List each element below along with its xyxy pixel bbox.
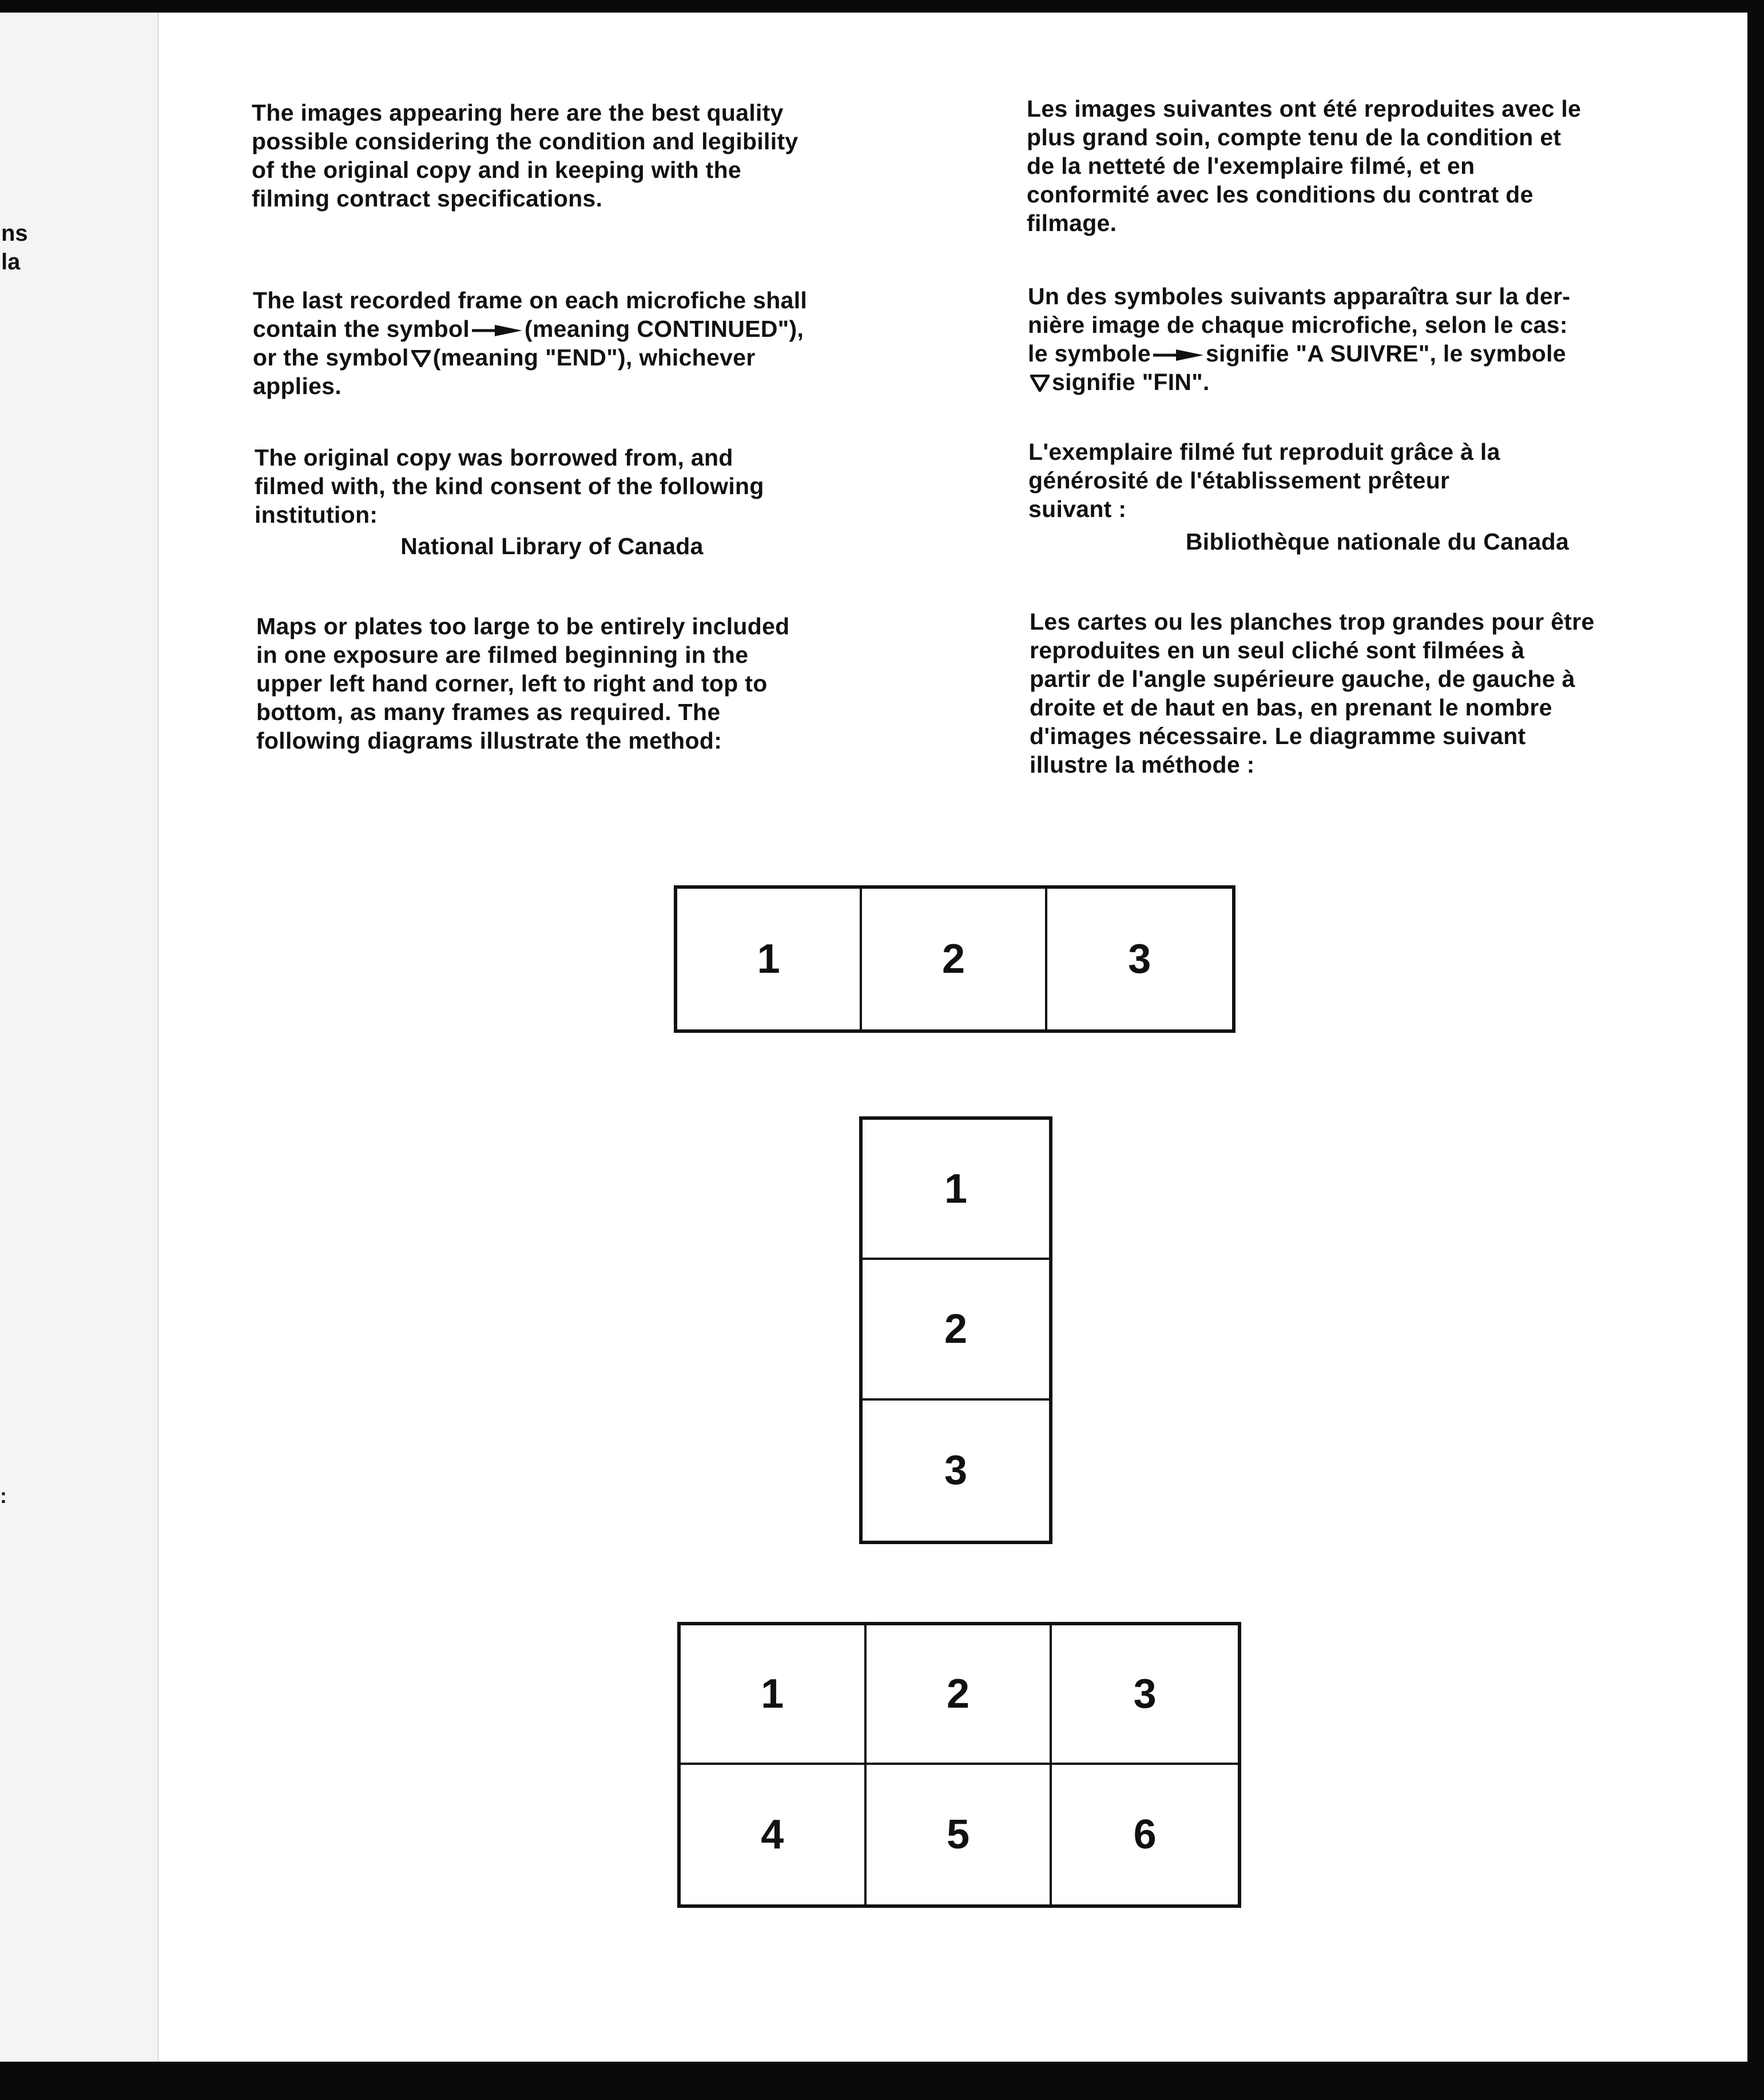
vertical-frames-diagram [859, 1116, 1052, 1544]
french-borrow-paragraph: L'exemplaire filmé fut reproduit grâce à la générosité de l'établissement prêteur suivant : [1028, 439, 1500, 522]
right-scan-border [1747, 0, 1764, 2100]
frame-cell: 4 [681, 1765, 867, 1904]
english-quality-paragraph: The images appearing here are the best quality possible considering the condition and legibility of the original copy and in keeping with the filming contract specifications. [252, 100, 798, 212]
english-frame-text: The last recorded frame on each microfiche shall contain the symbol [253, 287, 808, 342]
french-quality-paragraph: Les images suivantes ont été reproduites avec le plus grand soin, compte tenu de la condition et de la netteté de l'exemplaire filmé, et en conformité avec les conditions du contrat de filmage. [1027, 96, 1582, 236]
english-frame-paragraph [253, 286, 871, 400]
horizontal-frames-diagram [674, 885, 1235, 1033]
english-institution-name: National Library of Canada [400, 533, 704, 559]
frame-cell: 3 [944, 1447, 968, 1494]
french-frame-text: Un des symboles suivants apparaîtra sur la der- nière image de chaque microfiche, selon le cas: le symbole [1028, 283, 1571, 367]
frame-cell: 3 [1052, 1625, 1238, 1765]
bottom-scan-border [0, 2062, 1764, 2100]
french-frame-paragraph [1028, 282, 1668, 396]
frame-cell: 2 [867, 1625, 1052, 1765]
frame-cell: 5 [867, 1765, 1052, 1904]
english-maps-paragraph: Maps or plates too large to be entirely included in one exposure are filmed beginning in the upper left hand corner, left to right and top to bottom, as many frames as required. The following diagrams illustrate the method: [256, 613, 790, 754]
english-frame-text: (meaning CONTINUED"), or the symbol [253, 316, 804, 371]
end-triangle-icon [1030, 375, 1050, 392]
english-borrow-paragraph: The original copy was borrowed from, and filmed with, the kind consent of the following institution: [255, 444, 764, 528]
continued-arrow-icon [1153, 349, 1203, 361]
continued-arrow-icon [472, 324, 522, 337]
top-scan-border [0, 0, 1764, 13]
frame-cell: 2 [863, 1260, 1049, 1400]
frame-cell: 6 [1133, 1812, 1157, 1858]
margin-fragment: la [1, 249, 21, 275]
frame-cell: 3 [1128, 936, 1151, 982]
margin-fragment: : [0, 1484, 7, 1508]
page-edge [157, 13, 159, 2062]
french-institution-name: Bibliothèque nationale du Canada [1185, 528, 1570, 555]
frame-cell: 1 [677, 889, 862, 1029]
frame-cell: 1 [681, 1625, 867, 1765]
french-maps-paragraph: Les cartes ou les planches trop grandes pour être reproduites en un seul cliché sont filmées à partir de l'angle supérieure gauche, de gauche à droite et de haut en bas, en prenant le nombre d'images nécessaire. Le diagramme suivant illustre la méthode : [1030, 608, 1595, 778]
grid-frames-diagram [677, 1622, 1241, 1908]
margin-fragment: ns [1, 221, 28, 246]
frame-cell: 2 [862, 889, 1047, 1029]
frame-cell: 1 [863, 1120, 1049, 1260]
previous-page-strip [0, 13, 157, 2062]
french-frame-text: signifie "A SUIVRE", le symbole [1205, 340, 1566, 367]
english-frame-text: (meaning "END"), whichever applies. [253, 344, 756, 399]
french-frame-text: signifie "FIN". [1052, 369, 1210, 395]
end-triangle-icon [411, 350, 431, 367]
